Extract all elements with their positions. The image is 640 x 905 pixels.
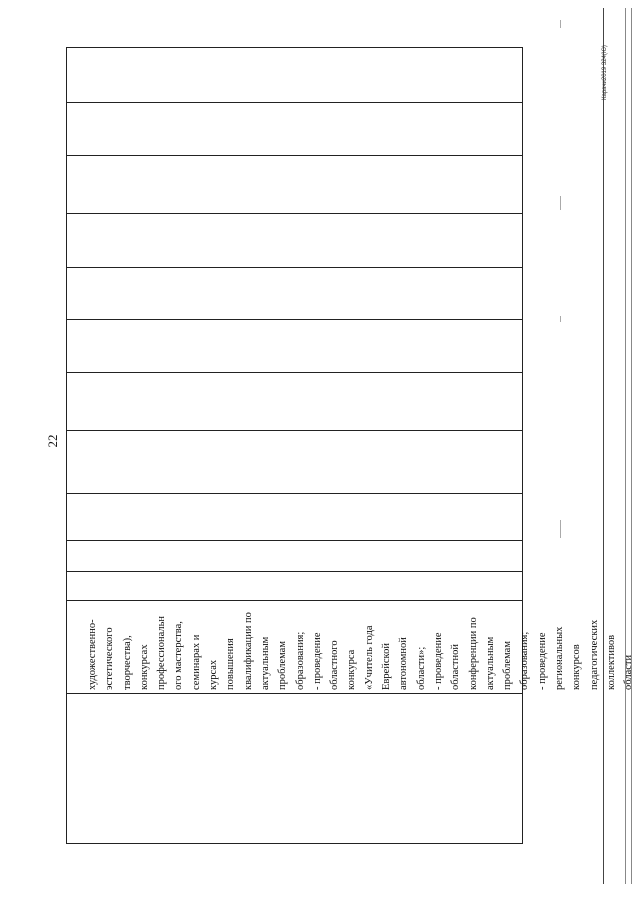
cell-line: областного (329, 640, 341, 690)
stamp-text: Карачи2019 324(Ю) (602, 45, 608, 100)
cell-line: - проведение (536, 632, 548, 690)
row-divider (67, 155, 522, 156)
cell-line: семинарах и (190, 634, 202, 690)
document-table (66, 47, 523, 844)
cell-line: образования; (294, 631, 306, 690)
row-divider (67, 267, 522, 268)
margin-line (625, 8, 626, 884)
cell-line: области (623, 654, 635, 690)
cell-line: автономной (398, 637, 410, 690)
cell-line: конкурсов (571, 644, 583, 690)
scan-mark (560, 316, 561, 322)
cell-line: ого мастерства, (173, 621, 185, 690)
margin-line (603, 8, 604, 884)
row-divider (67, 372, 522, 373)
row-divider (67, 430, 522, 431)
cell-line: проблемам (277, 641, 289, 690)
cell-line: региональных (554, 626, 566, 690)
scan-mark (560, 20, 561, 28)
cell-line: творчества), (121, 635, 133, 690)
table-cell (84, 612, 635, 691)
cell-line: образования; (519, 631, 531, 690)
cell-line: - проведение (311, 632, 323, 690)
cell-line: профессиональн (156, 615, 168, 690)
cell-line: коллективов (605, 634, 617, 690)
cell-line: педагогических (588, 619, 600, 690)
cell-text (84, 530, 638, 690)
cell-line: областной (450, 644, 462, 690)
cell-line: проблемам (502, 641, 514, 690)
cell-line: квалификации по (242, 612, 254, 690)
cell-line: актуальным (259, 636, 271, 690)
cell-line: художественно- (87, 619, 98, 690)
column-divider (66, 48, 67, 843)
scan-mark (560, 520, 561, 538)
row-divider (67, 213, 522, 214)
row-divider (67, 493, 522, 494)
margin-line (631, 8, 632, 884)
cell-line: эстетического (104, 627, 116, 690)
row-divider (67, 102, 522, 103)
cell-line: повышения (225, 638, 237, 690)
scan-mark (560, 660, 561, 672)
cell-line: области»; (415, 646, 427, 690)
cell-line: конференции по (467, 617, 479, 690)
scan-mark (560, 196, 561, 210)
cell-line: Еврейской (381, 643, 393, 690)
row-divider (67, 319, 522, 320)
cell-line: актуальным (484, 636, 496, 690)
cell-line: конкурсах (138, 644, 150, 690)
document-stamp (602, 45, 608, 101)
cell-line: - проведение (432, 632, 444, 690)
page-number: 22 (45, 434, 60, 448)
row-divider (67, 693, 522, 694)
cell-line: курсах (208, 659, 220, 690)
cell-line: «Учитель года (363, 625, 375, 690)
cell-line: конкурса (346, 649, 358, 690)
